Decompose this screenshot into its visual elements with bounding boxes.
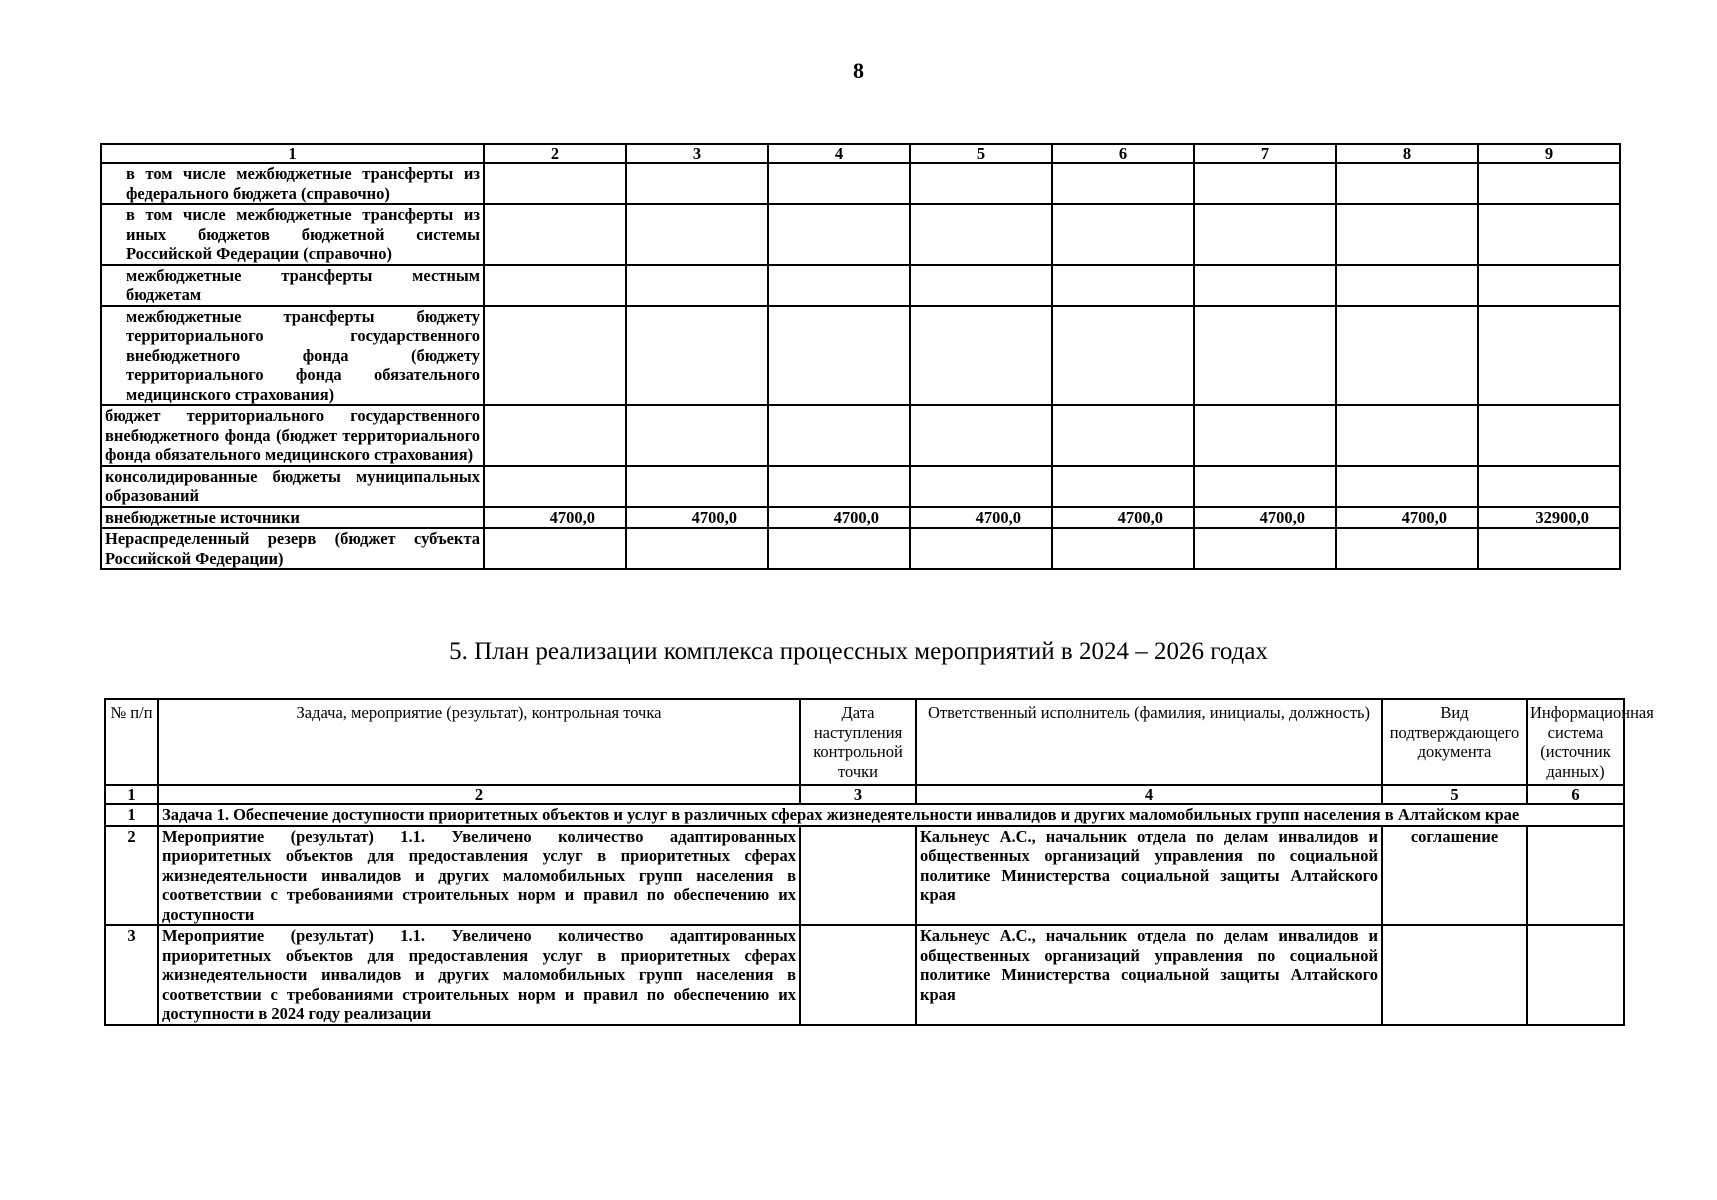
value-cell bbox=[626, 306, 768, 406]
column-number: 3 bbox=[800, 785, 916, 804]
column-number: 4 bbox=[768, 144, 910, 163]
value-cell bbox=[768, 306, 910, 406]
header-doc-type: Вид подтверждающего документа bbox=[1382, 699, 1527, 785]
value-cell bbox=[1478, 405, 1620, 466]
column-number-row bbox=[101, 144, 1620, 163]
value-cell bbox=[768, 528, 910, 569]
value-cell: 32900,0 bbox=[1478, 507, 1620, 529]
value-cell bbox=[768, 405, 910, 466]
value-cell bbox=[626, 528, 768, 569]
row-label: межбюджетные трансферты бюджету территориального государственного внебюджетного фонда (бюджету территориального фонда обязательного медицинского страхования) bbox=[101, 306, 484, 406]
column-number: 6 bbox=[1052, 144, 1194, 163]
column-number: 6 bbox=[1527, 785, 1624, 804]
column-number: 7 bbox=[1194, 144, 1336, 163]
value-cell: 4700,0 bbox=[1052, 507, 1194, 529]
value-cell bbox=[768, 265, 910, 306]
value-cell bbox=[1052, 204, 1194, 265]
value-cell bbox=[910, 528, 1052, 569]
value-cell bbox=[768, 204, 910, 265]
value-cell bbox=[1336, 163, 1478, 204]
value-cell bbox=[1052, 265, 1194, 306]
column-number-row bbox=[105, 785, 1624, 804]
row-number: 1 bbox=[105, 804, 158, 826]
value-cell bbox=[768, 466, 910, 507]
task-text: Задача 1. Обеспечение доступности приоритетных объектов и услуг в различных сферах жизнедеятельности инвалидов и других маломобильных групп населения в Алтайском крае bbox=[158, 804, 1624, 826]
row-label: межбюджетные трансферты местным бюджетам bbox=[101, 265, 484, 306]
section-title: 5. План реализации комплекса процессных мероприятий в 2024 – 2026 годах bbox=[449, 638, 1268, 665]
value-cell bbox=[484, 163, 626, 204]
value-cell bbox=[1052, 163, 1194, 204]
value-cell: 4700,0 bbox=[484, 507, 626, 529]
value-cell bbox=[910, 466, 1052, 507]
value-cell bbox=[1194, 265, 1336, 306]
value-cell bbox=[910, 306, 1052, 406]
column-number: 2 bbox=[158, 785, 800, 804]
header-responsible: Ответственный исполнитель (фамилия, инициалы, должность) bbox=[916, 699, 1382, 785]
header-num: № п/п bbox=[105, 699, 158, 785]
row-number: 3 bbox=[105, 925, 158, 1025]
row-label: внебюджетные источники bbox=[101, 507, 484, 529]
table-row bbox=[101, 405, 1620, 466]
value-cell bbox=[1478, 528, 1620, 569]
task-row bbox=[105, 804, 1624, 826]
value-cell bbox=[910, 163, 1052, 204]
value-cell bbox=[626, 466, 768, 507]
table-row bbox=[101, 466, 1620, 507]
responsible-person: Кальнеус А.С., начальник отдела по делам инвалидов и общественных организаций управления по социальной политике Министерства социальной защиты Алтайского края bbox=[916, 925, 1382, 1025]
info-system bbox=[1527, 925, 1624, 1025]
row-label: в том числе межбюджетные трансферты из федерального бюджета (справочно) bbox=[101, 163, 484, 204]
control-date bbox=[800, 826, 916, 926]
value-cell bbox=[1478, 466, 1620, 507]
value-cell bbox=[484, 466, 626, 507]
value-cell bbox=[626, 204, 768, 265]
column-number: 1 bbox=[101, 144, 484, 163]
table-row bbox=[101, 204, 1620, 265]
value-cell: 4700,0 bbox=[626, 507, 768, 529]
value-cell bbox=[910, 265, 1052, 306]
table-row bbox=[105, 925, 1624, 1025]
value-cell bbox=[1336, 466, 1478, 507]
header-info-system: Информационная система (источник данных) bbox=[1527, 699, 1624, 785]
value-cell: 4700,0 bbox=[768, 507, 910, 529]
value-cell bbox=[1194, 528, 1336, 569]
column-number: 3 bbox=[626, 144, 768, 163]
column-number: 1 bbox=[105, 785, 158, 804]
document-type bbox=[1382, 925, 1527, 1025]
value-cell bbox=[626, 163, 768, 204]
page-number: 8 bbox=[853, 58, 864, 83]
header-date: Дата наступления контрольной точки bbox=[800, 699, 916, 785]
column-number: 4 bbox=[916, 785, 1382, 804]
value-cell bbox=[484, 405, 626, 466]
header-task: Задача, мероприятие (результат), контрольная точка bbox=[158, 699, 800, 785]
value-cell bbox=[1336, 405, 1478, 466]
column-number: 5 bbox=[1382, 785, 1527, 804]
info-system bbox=[1527, 826, 1624, 926]
value-cell bbox=[1336, 306, 1478, 406]
column-number: 5 bbox=[910, 144, 1052, 163]
responsible-person: Кальнеус А.С., начальник отдела по делам инвалидов и общественных организаций управления по социальной политике Министерства социальной защиты Алтайского края bbox=[916, 826, 1382, 926]
value-cell bbox=[484, 204, 626, 265]
value-cell bbox=[1194, 466, 1336, 507]
value-cell bbox=[1194, 163, 1336, 204]
value-cell bbox=[626, 265, 768, 306]
value-cell bbox=[1052, 466, 1194, 507]
value-cell bbox=[1194, 405, 1336, 466]
value-cell: 4700,0 bbox=[910, 507, 1052, 529]
row-label: консолидированные бюджеты муниципальных образований bbox=[101, 466, 484, 507]
row-label: бюджет территориального государственного внебюджетного фонда (бюджет территориального фонда обязательного медицинского страхования) bbox=[101, 405, 484, 466]
value-cell bbox=[1194, 306, 1336, 406]
row-label: в том числе межбюджетные трансферты из иных бюджетов бюджетной системы Российской Федерации (справочно) bbox=[101, 204, 484, 265]
table-row bbox=[101, 507, 1620, 529]
value-cell: 4700,0 bbox=[1336, 507, 1478, 529]
value-cell bbox=[910, 405, 1052, 466]
column-number: 8 bbox=[1336, 144, 1478, 163]
value-cell bbox=[484, 306, 626, 406]
header-row bbox=[105, 699, 1624, 785]
finance-table bbox=[100, 143, 1621, 570]
row-number: 2 bbox=[105, 826, 158, 926]
value-cell bbox=[1478, 204, 1620, 265]
value-cell bbox=[1336, 204, 1478, 265]
plan-table bbox=[104, 698, 1654, 1026]
table-row bbox=[101, 163, 1620, 204]
activity-text: Мероприятие (результат) 1.1. Увеличено количество адаптированных приоритетных объектов для предоставления услуг в приоритетных сферах жизнедеятельности инвалидов и других маломобильных групп населения в соответствии с требованиями строительных норм и правил по обеспечению их доступности bbox=[158, 826, 800, 926]
activity-text: Мероприятие (результат) 1.1. Увеличено количество адаптированных приоритетных объектов для предоставления услуг в приоритетных сферах жизнедеятельности инвалидов и других маломобильных групп населения в соответствии с требованиями строительных норм и правил по обеспечению их доступности в 2024 году реализации bbox=[158, 925, 800, 1025]
value-cell bbox=[1052, 306, 1194, 406]
value-cell bbox=[1478, 265, 1620, 306]
document-type: соглашение bbox=[1382, 826, 1527, 926]
table-row bbox=[101, 265, 1620, 306]
table-row bbox=[105, 826, 1624, 926]
value-cell bbox=[1052, 528, 1194, 569]
value-cell bbox=[1336, 528, 1478, 569]
value-cell bbox=[1478, 163, 1620, 204]
value-cell bbox=[626, 405, 768, 466]
row-label: Нераспределенный резерв (бюджет субъекта Российской Федерации) bbox=[101, 528, 484, 569]
value-cell: 4700,0 bbox=[1194, 507, 1336, 529]
value-cell bbox=[1052, 405, 1194, 466]
value-cell bbox=[484, 528, 626, 569]
value-cell bbox=[484, 265, 626, 306]
value-cell bbox=[768, 163, 910, 204]
value-cell bbox=[1336, 265, 1478, 306]
column-number: 2 bbox=[484, 144, 626, 163]
table-row bbox=[101, 306, 1620, 406]
table-row bbox=[101, 528, 1620, 569]
value-cell bbox=[1194, 204, 1336, 265]
column-number: 9 bbox=[1478, 144, 1620, 163]
value-cell bbox=[1478, 306, 1620, 406]
control-date bbox=[800, 925, 916, 1025]
value-cell bbox=[910, 204, 1052, 265]
